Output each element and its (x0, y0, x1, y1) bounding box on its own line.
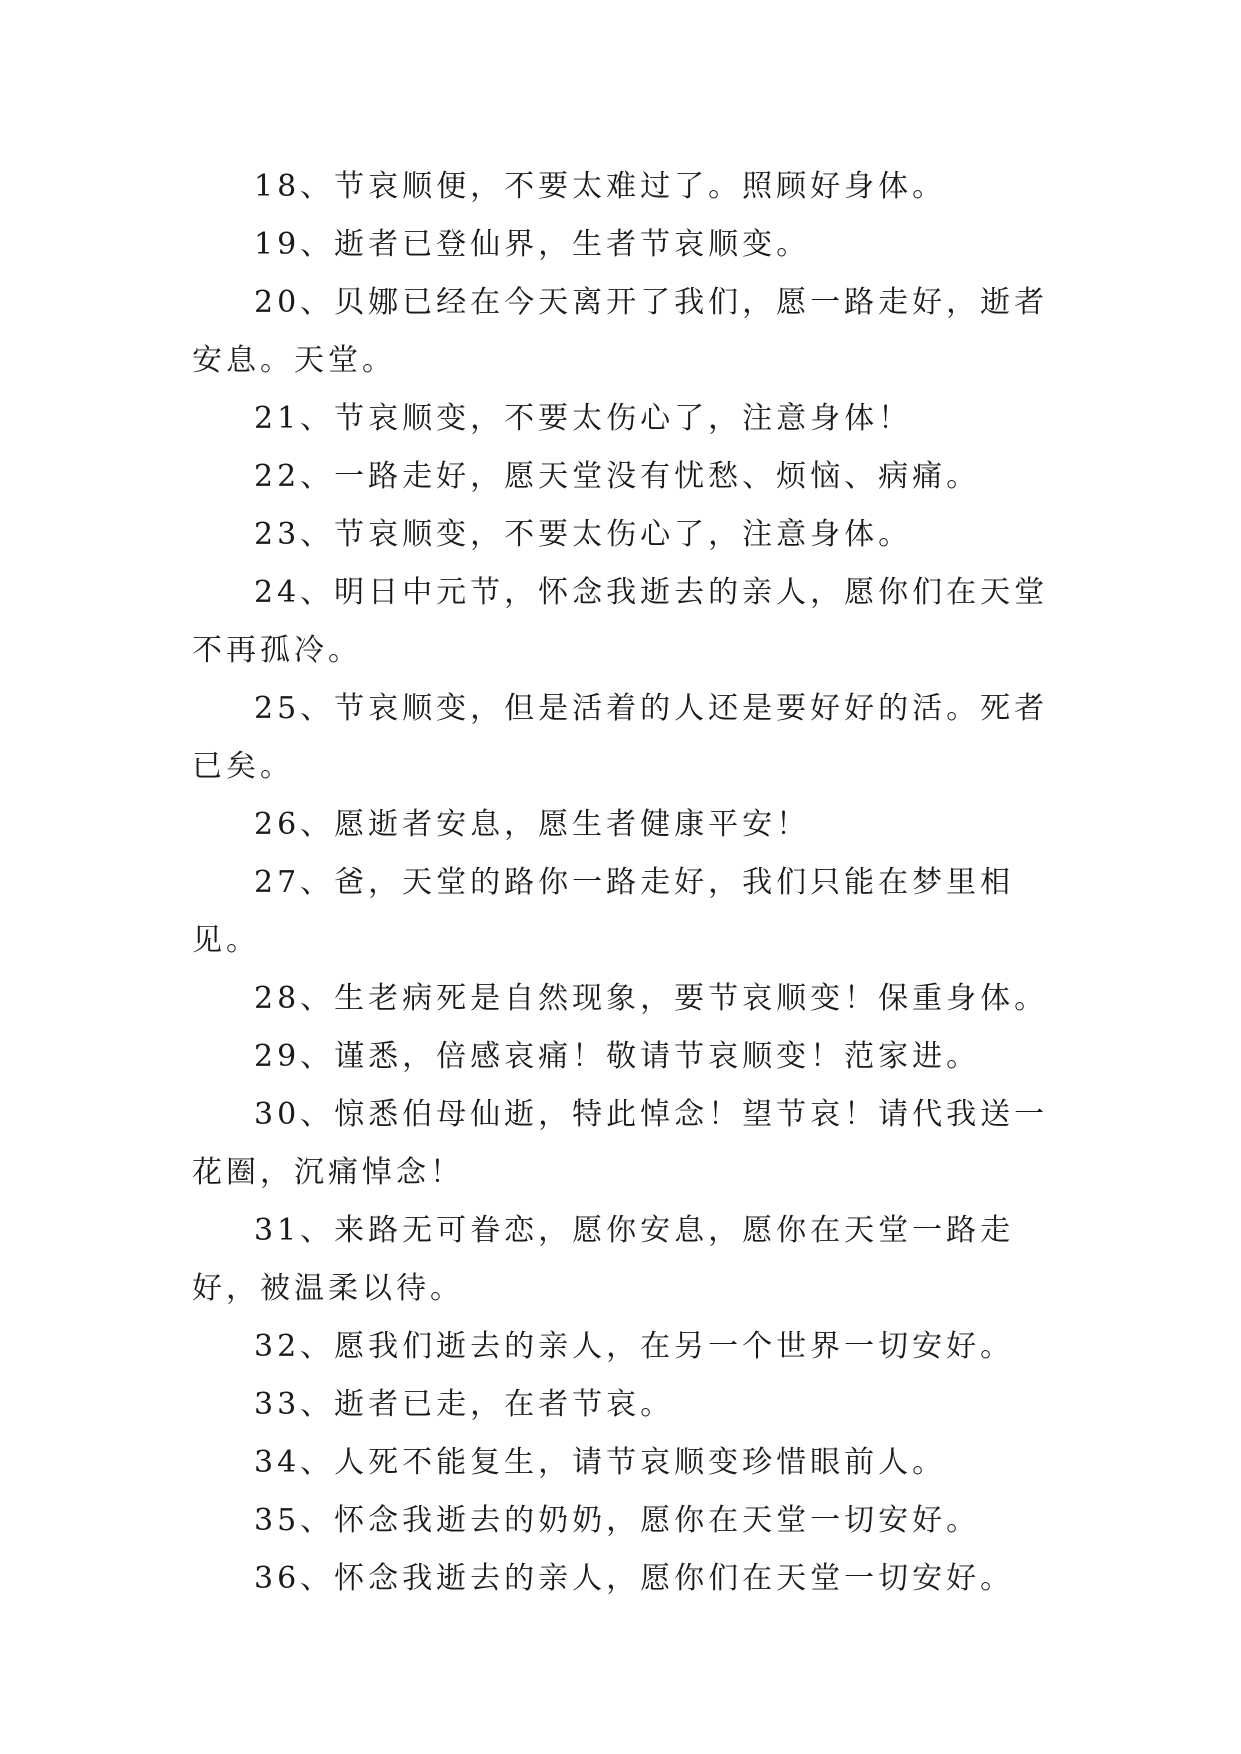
list-item: 30、惊悉伯母仙逝，特此悼念！望节哀！请代我送一花圈，沉痛悼念！ (192, 1097, 1049, 1190)
list-item: 18、节哀顺便，不要太难过了。照顾好身体。 (254, 169, 947, 204)
list-item: 33、逝者已走，在者节哀。 (254, 1387, 675, 1422)
list-item: 28、生老病死是自然现象，要节哀顺变！保重身体。 (254, 981, 1049, 1016)
list-item: 20、贝娜已经在今天离开了我们，愿一路走好，逝者安息。天堂。 (192, 285, 1049, 378)
list-item: 29、谨悉，倍感哀痛！敬请节哀顺变！范家进。 (254, 1039, 981, 1074)
list-item: 32、愿我们逝去的亲人，在另一个世界一切安好。 (254, 1329, 1015, 1364)
list-item: 27、爸，天堂的路你一路走好，我们只能在梦里相见。 (192, 865, 1015, 958)
list-item: 34、人死不能复生，请节哀顺变珍惜眼前人。 (254, 1445, 947, 1480)
list-item: 35、怀念我逝去的奶奶，愿你在天堂一切安好。 (254, 1503, 981, 1538)
document-body (192, 158, 1072, 1608)
list-item: 21、节哀顺变，不要太伤心了，注意身体！ (254, 401, 913, 436)
list-item: 23、节哀顺变，不要太伤心了，注意身体。 (254, 517, 913, 552)
list-item: 19、逝者已登仙界，生者节哀顺变。 (254, 227, 811, 262)
list-item: 25、节哀顺变，但是活着的人还是要好好的活。死者已矣。 (192, 691, 1049, 784)
list-item: 22、一路走好，愿天堂没有忧愁、烦恼、病痛。 (254, 459, 981, 494)
list-item: 31、来路无可眷恋，愿你安息，愿你在天堂一路走好，被温柔以待。 (192, 1213, 1015, 1306)
list-item: 36、怀念我逝去的亲人，愿你们在天堂一切安好。 (254, 1561, 1015, 1596)
list-item: 24、明日中元节，怀念我逝去的亲人，愿你们在天堂不再孤冷。 (192, 575, 1049, 668)
list-item: 26、愿逝者安息，愿生者健康平安！ (254, 807, 811, 842)
